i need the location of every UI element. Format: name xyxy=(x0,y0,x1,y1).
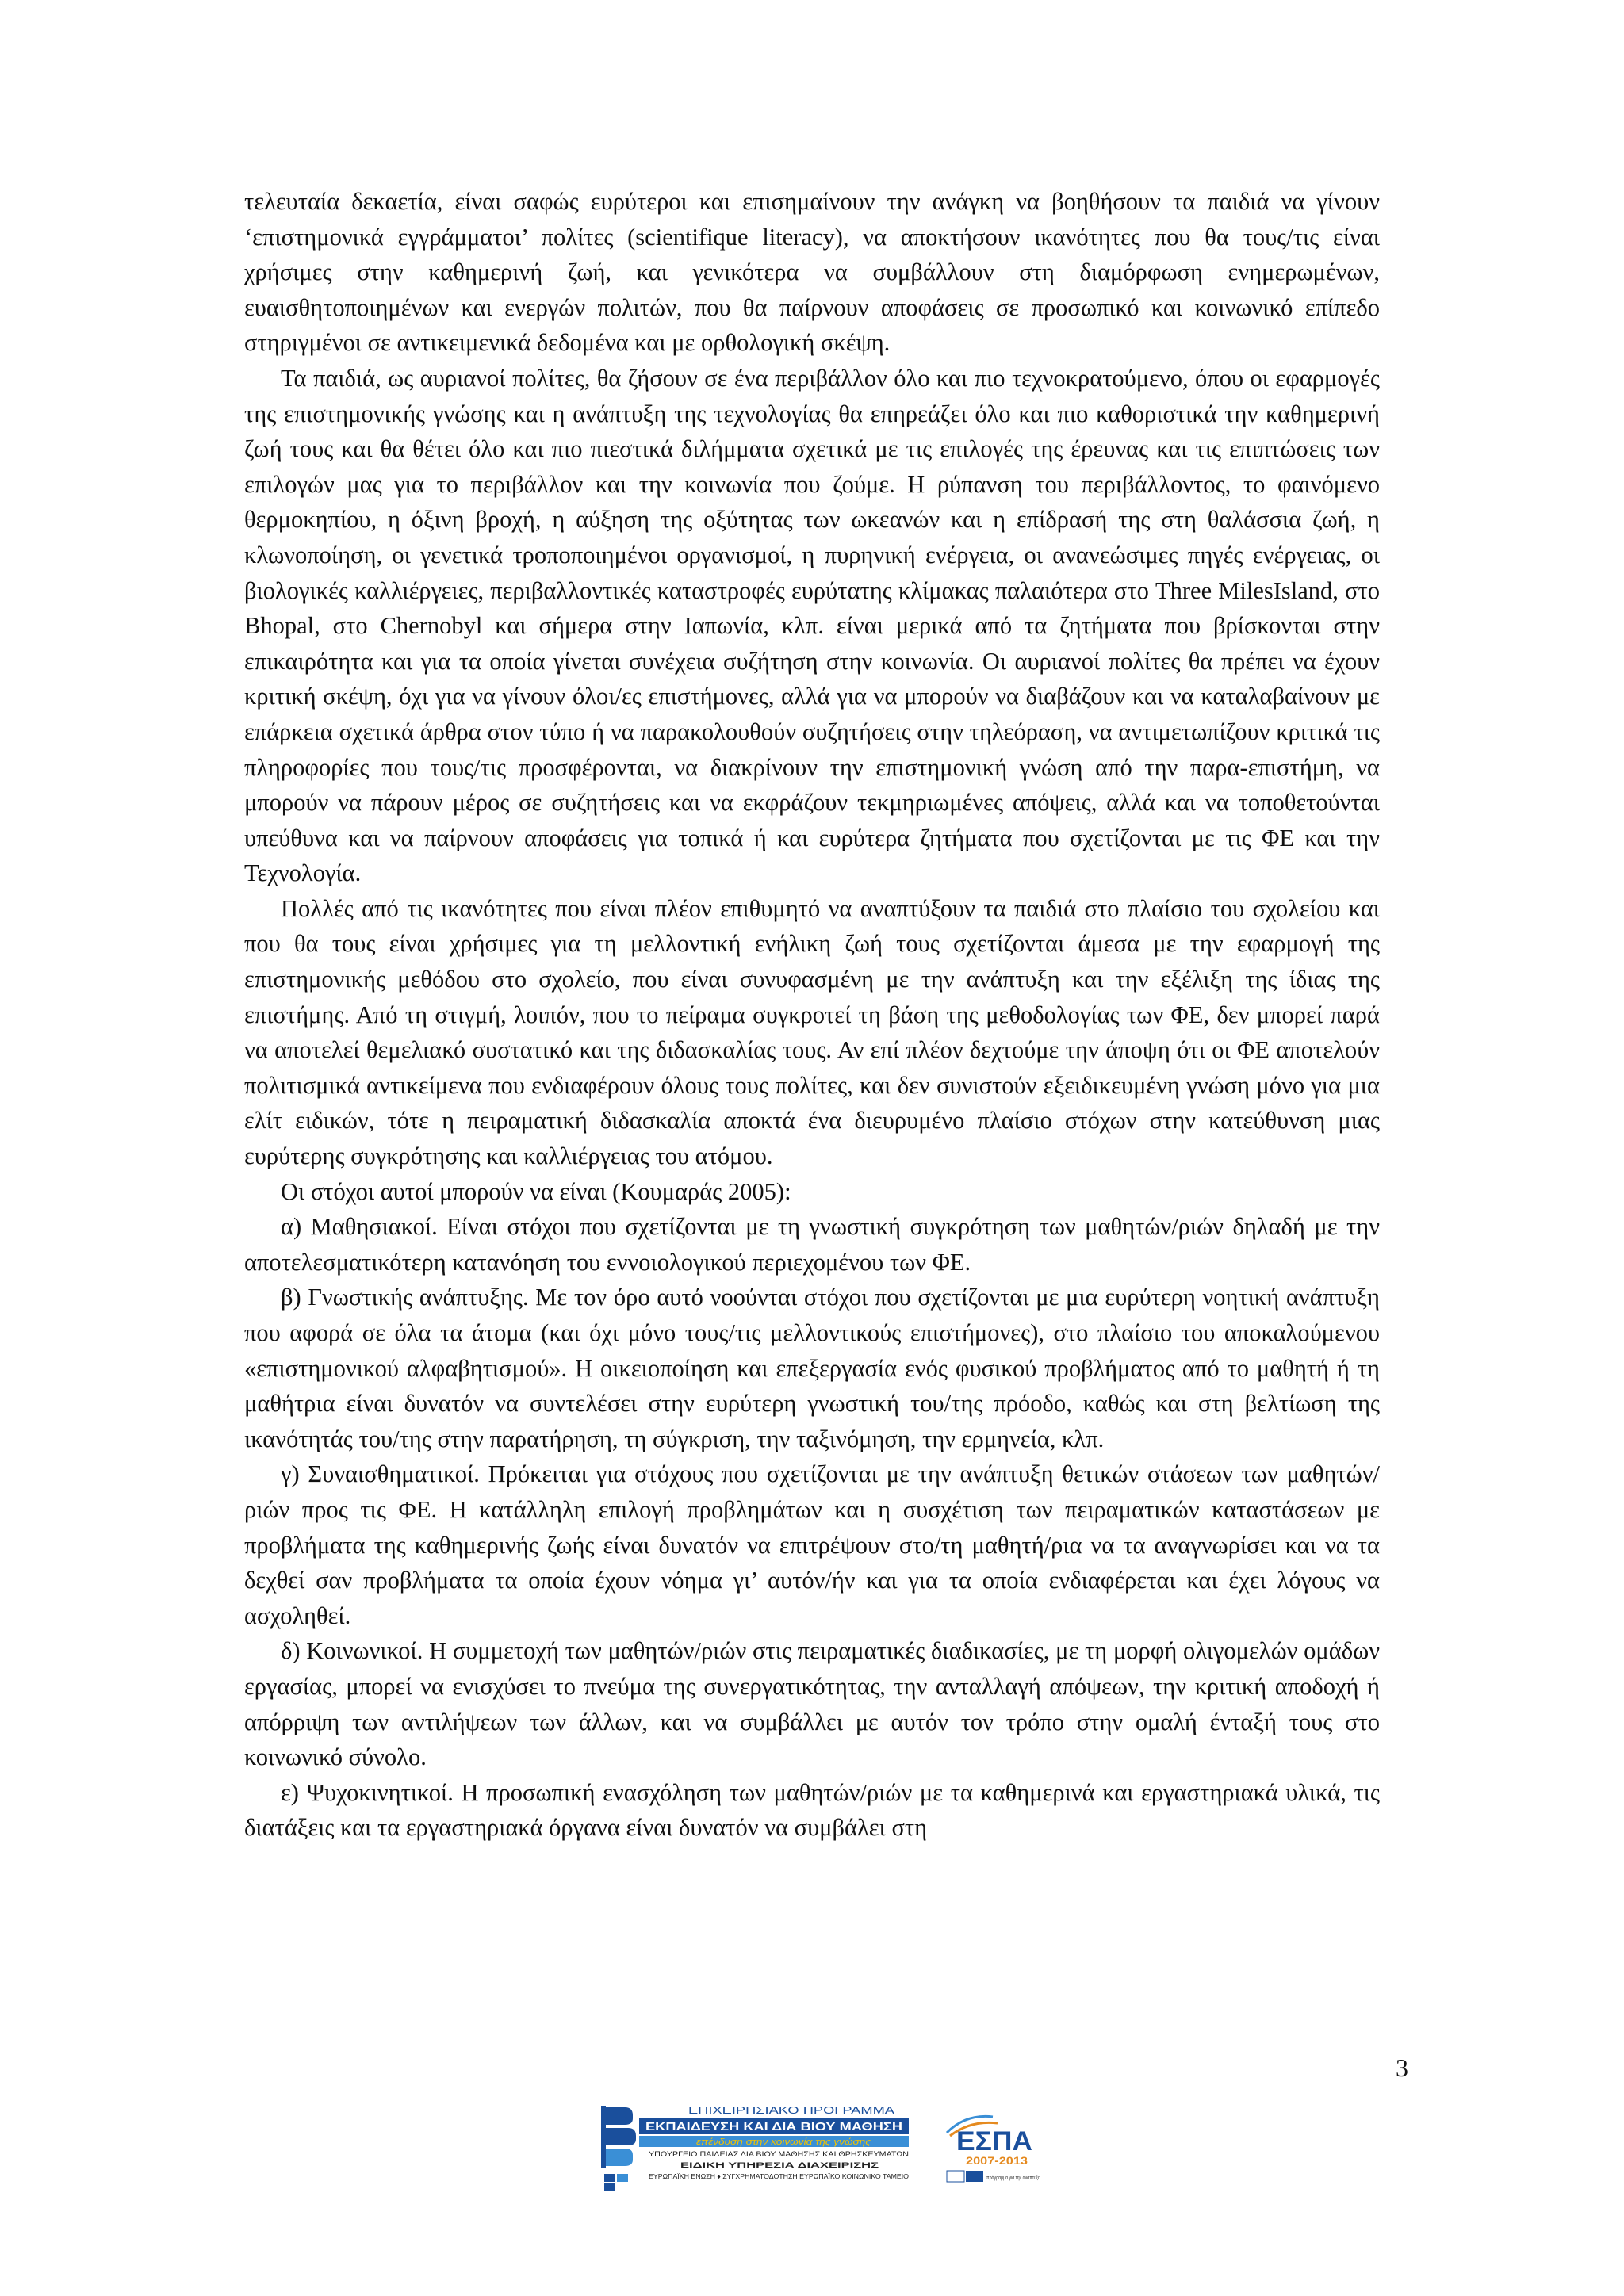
eu-cofunding-line: ΕΥΡΩΠΑΪΚΗ ΕΝΩΣΗ ♦ ΣΥΓΧΡΗΜΑΤΟΔΟΤΗΣΗ ΕΥΡΩΠΑΪΚΟ ΚΟΙΝΩΝΙΚΟ ΤΑΜΕΙΟ xyxy=(649,2173,909,2180)
ministry-line1: ΥΠΟΥΡΓΕΙΟ ΠΑΙΔΕΙΑΣ ΔΙΑ ΒΙΟΥ ΜΑΘΗΣΗΣ ΚΑΙ ΘΡΗΣΚΕΥΜΑΤΩΝ xyxy=(649,2150,909,2158)
paragraph-9: ε) Ψυχοκινητικοί. Η προσωπική ενασχόληση των μαθητών/ριών με τα καθημερινά και εργαστηριακά υλικά, τις διατάξεις και τα εργαστηριακά όργανα είναι δυνατόν να συμβάλει στη xyxy=(244,1778,1380,1842)
paragraph-5: α) Μαθησιακοί. Είναι στόχοι που σχετίζονται με τη γνωστική συγκρότηση των μαθητών/ριών δηλαδή με την αποτελεσματικότερη κατανόηση του εννοιολογικού περιεχομένου των ΦΕ. xyxy=(244,1213,1380,1276)
paragraph-7: γ) Συναισθηματικοί. Πρόκειται για στόχους που σχετίζονται με την ανάπτυξη θετικών στάσεων των μαθητών/ριών προς τις ΦΕ. Η κατάλληλη επιλογή προβλημάτων και η συσχέτιση των πειραματικών καταστάσεων με προβλήματα της καθημερινής ζωής είναι δυνατόν να επιτρέψουν στο/τη μαθητή/ρια να τα αναγνωρίσει και να τα δεχθεί σαν προβλήματα τα οποία έχουν νόημα γι’ αυτόν/ήν και για τα οποία ενδιαφέρεται και έχει λόγους να ασχοληθεί. xyxy=(244,1460,1380,1629)
program-motto: επένδυση στην κοινωνία της γνώσης xyxy=(696,2137,871,2147)
paragraph-2: Τα παιδιά, ως αυριανοί πολίτες, θα ζήσουν σε ένα περιβάλλον όλο και πιο τεχνοκρατούμενο, όπου οι εφαρμογές της επιστημονικής γνώσης και η ανάπτυξη της τεχνολογίας θα επηρεάζει όλο και πιο καθοριστικά την καθημερινή ζωή τους και θα θέτει όλο και πιο πιεστικά διλήμματα σχετικά με τις επιλογές της έρευνας και τις επιπτώσεις των επιλογών μας για το περιβάλλον και την κοινωνία που ζούμε. Η ρύπανση του περιβάλλοντος, το φαινόμενο θερμοκηπίου, η όξινη βροχή, η αύξηση της οξύτητας των ωκεανών και η επίδρασή της στη θαλάσσια ζωή, η κλωνοποίηση, οι γενετικά τροποποιημένοι οργανισμοί, η πυρηνική ενέργεια, οι ανανεώσιμες πηγές ενέργειας, οι βιολογικές καλλιέργειες, περιβαλλοντικές καταστροφές ευρύτατης κλίμακας παλαιότερα στο Three MilesIsland, στο Bhopal, στο Chernobyl και σήμερα στην Ιαπωνία, κλπ. είναι μερικά από τα ζητήματα που βρίσκονται στην επικαιρότητα και για τα οποία γίνεται συνέχεια συζήτηση στην κοινωνία. Οι αυριανοί πολίτες θα πρέπει να έχουν κριτική σκέψη, όχι για να γίνουν όλοι/ες επιστήμονες, αλλά για να μπορούν να διαβάζουν και να καταλαβαίνουν με επάρκεια σχετικά άρθρα στον τύπο ή να παρακολουθούν συζητήσεις στην τηλεόραση, να αντιμετωπίζουν κριτικά τις πληροφορίες που τους/τις προσφέρονται, να διακρίνουν την επιστημονική γνώση από την παρα-επιστήμη, να μπορούν να πάρουν μέρος σε συζητήσεις και να εκφράζουν τεκμηριωμένες απόψεις, αλλά και να τοποθετούνται υπεύθυνα και να παίρνουν αποφάσεις για τοπικά ή και ευρύτερα ζητήματα που σχετίζονται με τις ΦΕ και την Τεχνολογία. xyxy=(244,364,1380,887)
espa-title: ΕΣΠΑ xyxy=(956,2126,1032,2156)
espa-logo xyxy=(942,2109,1059,2188)
paragraph-3: Πολλές από τις ικανότητες που είναι πλέον επιθυμητό να αναπτύξουν τα παιδιά στο πλαίσιο του σχολείου και που θα τους είναι χρήσιμες για τη μελλοντική ενήλικη ζωή τους σχετίζονται άμεσα με την εφαρμογή της επιστημονικής μεθόδου στο σχολείο, που είναι συνυφασμένη με την ανάπτυξη και την εξέλιξη της ίδιας της επιστήμης. Από τη στιγμή, λοιπόν, που το πείραμα συγκροτεί τη βάση της μεθοδολογίας των ΦΕ, δεν μπορεί παρά να αποτελεί θεμελιακό συστατικό και της διδασκαλίας τους. Αν επί πλέον δεχτούμε την άποψη ότι οι ΦΕ αποτελούν πολιτισμικά αντικείμενα που ενδιαφέρουν όλους τους πολίτες, και δεν συνιστούν εξειδικευμένη γνώση μόνο για μια ελίτ ειδικών, τότε η πειραματική διδασκαλία αποκτά ένα διευρυμένο πλαίσιο στόχων στην κατεύθυνση μιας ευρύτερης συγκρότησης και καλλιέργειας του ατόμου. xyxy=(244,894,1380,1170)
education-program-logo xyxy=(601,2101,918,2195)
page-number: 3 xyxy=(1396,2053,1408,2082)
eu-flag-icon xyxy=(604,2174,628,2191)
wave-emblem-icon xyxy=(601,2106,636,2168)
paragraph-1: τελευταία δεκαετία, είναι σαφώς ευρύτεροι και επισημαίνουν την ανάγκη να βοηθήσουν τα παιδιά να γίνουν ‘επιστημονικά εγγράμματοι’ πολίτες (scientifique literacy), να αποκτήσουν ικανότητες που θα τους/τις είναι χρήσιμες στην καθημερινή ζωή, και γενικότερα να συμβάλλουν στη διαμόρφωση ενημερωμένων, ευαισθητοποιημένων και ενεργών πολιτών, που θα παίρνουν αποφάσεις σε προσωπικό και κοινωνικό επίπεδο στηριγμένοι σε αντικειμενικά δεδομένα και με ορθολογική σκέψη. xyxy=(244,188,1380,357)
eu-flag-small-icon xyxy=(966,2171,983,2182)
paragraph-4: Οι στόχοι αυτοί μπορούν να είναι (Κουμαράς 2005): xyxy=(281,1177,791,1205)
espa-years: 2007-2013 xyxy=(966,2154,1028,2167)
program-line1: ΕΠΙΧΕΙΡΗΣΙΑΚΟ ΠΡΟΓΡΑΜΜΑ xyxy=(688,2104,895,2116)
paragraph-6: β) Γνωστικής ανάπτυξης. Με τον όρο αυτό νοούνται στόχοι που σχετίζονται με μια ευρύτερη νοητική ανάπτυξη που αφορά σε όλα τα άτομα (και όχι μόνο τους/τις μελλοντικούς επιστήμονες), στο πλαίσιο του αποκαλούμενου «επιστημονικού αλφαβητισμού». Η οικειοποίηση και επεξεργασία ενός φυσικού προβλήματος από το μαθητή ή τη μαθήτρια είναι δυνατόν να συντελέσει στην ευρύτερη γνωστική του/της πρόοδο, καθώς και στη βελτίωση της ικανότητάς του/της στην παρατήρηση, τη σύγκριση, την ταξινόμηση, την ερμηνεία, κλπ. xyxy=(244,1284,1380,1452)
ministry-line2: ΕΙΔΙΚΗ ΥΠΗΡΕΣΙΑ ΔΙΑΧΕΙΡΙΣΗΣ xyxy=(680,2161,880,2169)
greek-flag-icon xyxy=(947,2171,964,2182)
espa-motto: πρόγραμμα για την ανάπτυξη xyxy=(986,2175,1059,2181)
document-body xyxy=(244,184,1380,1846)
paragraph-8: δ) Κοινωνικοί. Η συμμετοχή των μαθητών/ριών στις πειραματικές διαδικασίες, με τη μορφή ολιγομελών ομάδων εργασίας, μπορεί να ενισχύσει το πνεύμα της συνεργατικότητας, την ανταλλαγή απόψεων, την κριτική αποδοχή ή απόρριψη των αντιλήψεων των άλλων, και να συμβάλλει με αυτόν τον τρόπο στην ομαλή ένταξή τους στο κοινωνικό σύνολο. xyxy=(244,1637,1380,1771)
program-line2: ΕΚΠΑΙΔΕΥΣΗ ΚΑΙ ΔΙΑ ΒΙΟΥ ΜΑΘΗΣΗ xyxy=(645,2120,902,2133)
